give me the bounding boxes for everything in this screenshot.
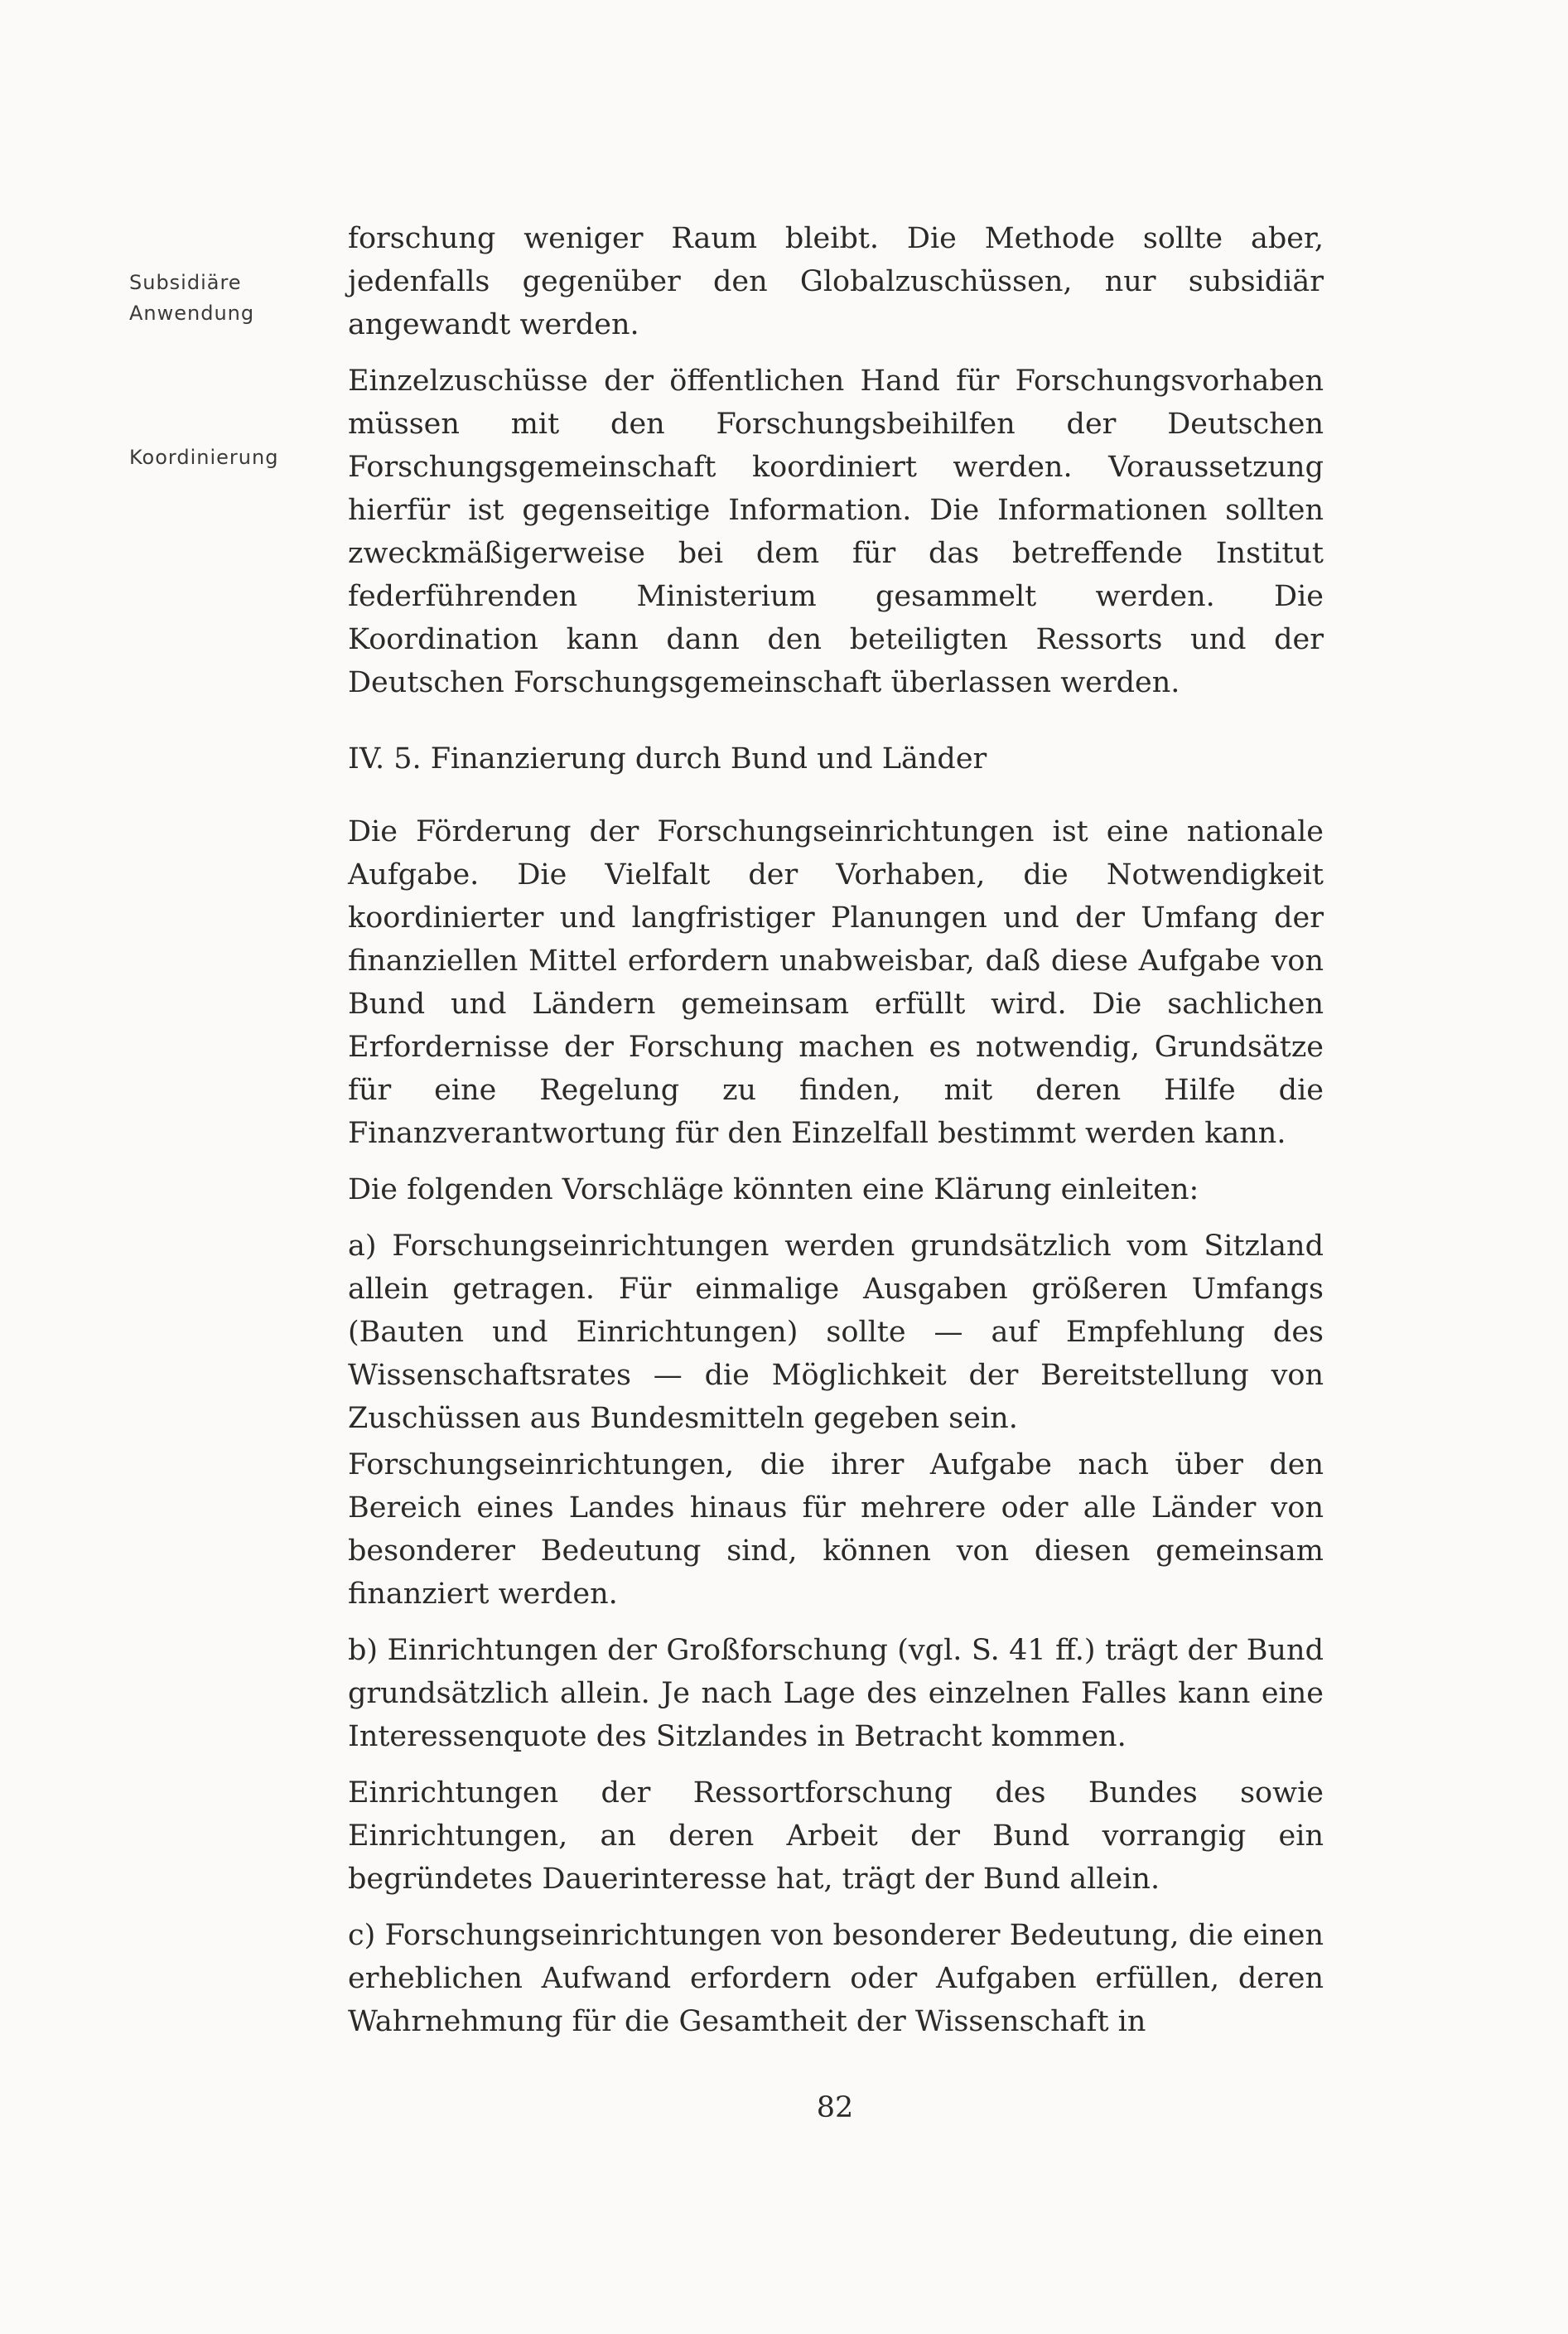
section-paragraph-2: Die folgenden Vorschläge könnten eine Klärung einleiten: (348, 1173, 1199, 1206)
margin-note-koordinierung: Koordinierung (129, 446, 279, 469)
section-paragraph-a-cont: Forschungseinrichtungen, die ihrer Aufgabe nach über den Bereich eines Landes hinaus für mehrere oder alle Länder von besonderer Bedeutung sind, können von diesen gemeinsam finanziert werden. (348, 1448, 1324, 1611)
section-heading: IV. 5. Finanzierung durch Bund und Länder (348, 742, 987, 776)
paragraph-2: Einzelzuschüsse der öffentlichen Hand für Forschungsvorhaben müssen mit den Forschungsbeihilfen der Deutschen Forschungsgemeinschaft koordiniert werden. Voraussetzung hierfür ist gegenseitige Information. Die Informationen sollten zweckmäßigerweise bei dem für das betreffende Institut federführenden Ministerium gesammelt werden. Die Koordination kann dann den beteiligten Ressorts und der Deutschen Forschungsgemeinschaft überlassen werden. (348, 365, 1324, 699)
section-paragraph-c: c) Forschungseinrichtungen von besonderer Bedeutung, die einen erheblichen Aufwand erfordern oder Aufgaben erfüllen, deren Wahrnehmung für die Gesamtheit der Wissenschaft in (348, 1919, 1324, 2038)
margin-note-subsidiaer (129, 268, 311, 329)
margin-note-line-1: Subsidiäre (129, 271, 242, 294)
main-text-column (348, 217, 1324, 2056)
section-paragraph-1: Die Förderung der Forschungseinrichtungen ist eine nationale Aufgabe. Die Vielfalt der Vorhaben, die Notwendigkeit koordinierter und langfristiger Planungen und der Umfang der finanziellen Mittel erfordern unabweisbar, daß diese Aufgabe von Bund und Ländern gemeinsam erfüllt wird. Die sachlichen Erfordernisse der Forschung machen es notwendig, Grundsätze für eine Regelung zu finden, mit deren Hilfe die Finanzverantwortung für den Einzelfall bestimmt werden kann. (348, 815, 1324, 1150)
paragraph-1: forschung weniger Raum bleibt. Die Methode sollte aber, jedenfalls gegenüber den Globalzuschüssen, nur subsidiär angewandt werden. (348, 222, 1324, 341)
section-paragraph-b: b) Einrichtungen der Großforschung (vgl. S. 41 ff.) trägt der Bund grundsätzlich allein. Je nach Lage des einzelnen Falles kann eine Interessenquote des Sitzlandes in Betracht kommen. (348, 1634, 1324, 1753)
section-paragraph-a: a) Forschungseinrichtungen werden grundsätzlich vom Sitzland allein getragen. Für einmalige Ausgaben größeren Umfangs (Bauten und Einrichtungen) sollte — auf Empfehlung des Wissenschaftsrates — die Möglichkeit der Bereitstellung von Zuschüssen aus Bundesmitteln gegeben sein. (348, 1230, 1324, 1435)
section-paragraph-b-cont: Einrichtungen der Ressortforschung des Bundes sowie Einrichtungen, an deren Arbeit der Bund vorrangig ein begründetes Dauerinteresse hat, trägt der Bund allein. (348, 1776, 1324, 1896)
margin-note-line-2: Anwendung (129, 302, 255, 325)
page-number: 82 (816, 2091, 854, 2124)
